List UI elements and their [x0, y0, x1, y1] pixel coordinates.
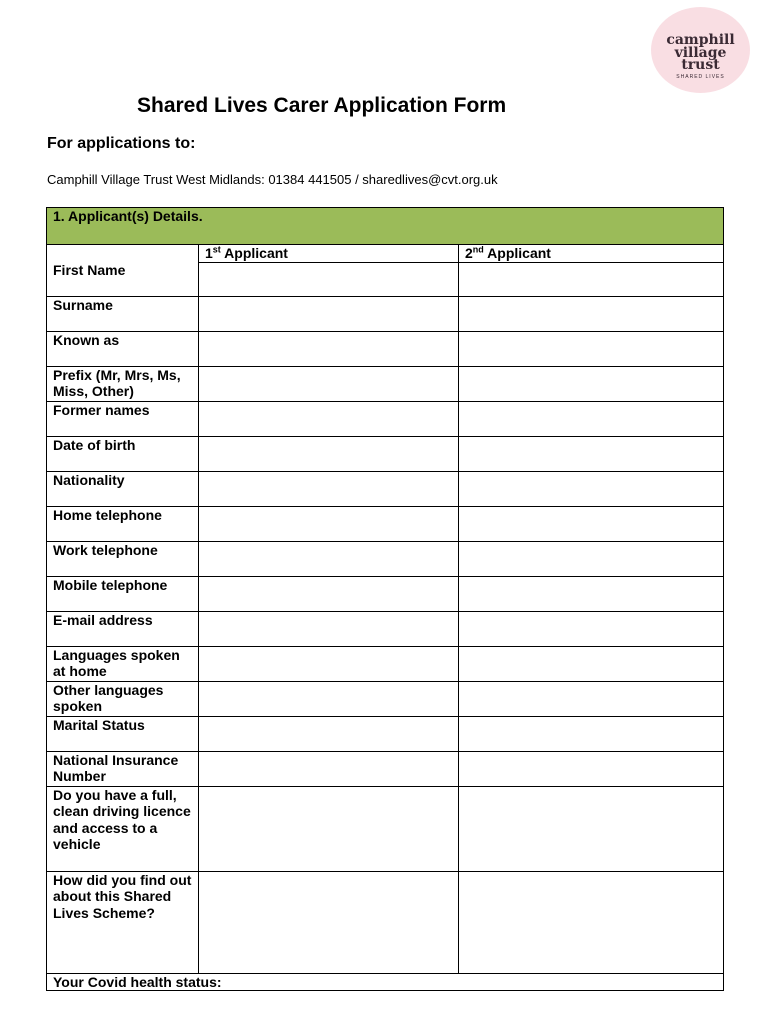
applicant2-input[interactable] — [459, 786, 724, 871]
form-row — [47, 471, 724, 506]
applicant1-input[interactable] — [199, 871, 459, 973]
applicant2-input[interactable] — [459, 366, 724, 401]
applicant2-label: Applicant — [483, 245, 551, 261]
logo-text-line3: trust — [681, 57, 720, 73]
form-row — [47, 871, 724, 973]
applicant1-first-name-input[interactable] — [199, 262, 459, 296]
applicant1-label: Applicant — [220, 245, 288, 261]
applicant1-input[interactable] — [199, 646, 459, 681]
applicant2-input[interactable] — [459, 751, 724, 786]
applicant1-input[interactable] — [199, 751, 459, 786]
applicant2-input[interactable] — [459, 296, 724, 331]
applicant1-input[interactable] — [199, 506, 459, 541]
applicant1-input[interactable] — [199, 576, 459, 611]
field-label: Date of birth — [47, 436, 199, 471]
applicant2-input[interactable] — [459, 331, 724, 366]
form-row — [47, 366, 724, 401]
logo-subtext: SHARED LIVES — [676, 74, 725, 80]
form-row — [47, 296, 724, 331]
applicant1-input[interactable] — [199, 366, 459, 401]
field-label: Other languages spoken — [47, 681, 199, 716]
form-row — [47, 751, 724, 786]
form-row — [47, 541, 724, 576]
form-row — [47, 646, 724, 681]
applicant1-number: 1 — [205, 245, 213, 261]
form-row — [47, 716, 724, 751]
field-label: How did you find out about this Shared Lives Scheme? — [47, 871, 199, 973]
field-label: Do you have a full, clean driving licence and access to a vehicle — [47, 786, 199, 871]
form-row — [47, 331, 724, 366]
form-row — [47, 681, 724, 716]
applicant1-input[interactable] — [199, 681, 459, 716]
field-label: Mobile telephone — [47, 576, 199, 611]
field-label: Known as — [47, 331, 199, 366]
applicant-details-table — [46, 207, 724, 991]
logo-text-line2: village — [674, 45, 727, 61]
field-label: Surname — [47, 296, 199, 331]
applicant1-input[interactable] — [199, 296, 459, 331]
field-label: Prefix (Mr, Mrs, Ms, Miss, Other) — [47, 366, 199, 401]
applicant2-header — [459, 245, 724, 263]
applicant1-input[interactable] — [199, 436, 459, 471]
applicant1-input[interactable] — [199, 786, 459, 871]
applicant2-input[interactable] — [459, 611, 724, 646]
section-heading: 1. Applicant(s) Details. — [47, 208, 724, 245]
applicant1-input[interactable] — [199, 471, 459, 506]
covid-status-label: Your Covid health status: — [47, 973, 724, 990]
field-label: Marital Status — [47, 716, 199, 751]
form-row — [47, 401, 724, 436]
form-row — [47, 436, 724, 471]
applicant2-first-name-input[interactable] — [459, 262, 724, 296]
form-row — [47, 576, 724, 611]
field-label: Work telephone — [47, 541, 199, 576]
applicant1-input[interactable] — [199, 716, 459, 751]
covid-status-row — [47, 973, 724, 990]
form-row — [47, 506, 724, 541]
section-header-row — [47, 208, 724, 245]
field-label: Home telephone — [47, 506, 199, 541]
applicant2-input[interactable] — [459, 471, 724, 506]
form-subtitle: For applications to: — [47, 135, 196, 152]
applicant2-input[interactable] — [459, 681, 724, 716]
contact-line: Camphill Village Trust West Midlands: 01384 441505 / sharedlives@cvt.org.uk — [47, 172, 498, 187]
applicant1-input[interactable] — [199, 541, 459, 576]
form-title: Shared Lives Carer Application Form — [137, 94, 507, 117]
applicant1-input[interactable] — [199, 611, 459, 646]
applicant2-input[interactable] — [459, 871, 724, 973]
column-header-row — [47, 245, 724, 263]
applicant1-input[interactable] — [199, 401, 459, 436]
applicant2-number: 2 — [465, 245, 473, 261]
applicant2-input[interactable] — [459, 436, 724, 471]
applicant2-input[interactable] — [459, 401, 724, 436]
field-label: Former names — [47, 401, 199, 436]
applicant1-input[interactable] — [199, 331, 459, 366]
applicant2-input[interactable] — [459, 716, 724, 751]
field-label: E-mail address — [47, 611, 199, 646]
camphill-logo — [651, 7, 750, 93]
field-label: Languages spoken at home — [47, 646, 199, 681]
applicant2-ordinal: nd — [472, 244, 484, 255]
applicant2-input[interactable] — [459, 541, 724, 576]
applicant1-ordinal: st — [212, 244, 221, 255]
applicant2-input[interactable] — [459, 506, 724, 541]
form-row — [47, 786, 724, 871]
form-row — [47, 611, 724, 646]
field-label: National Insurance Number — [47, 751, 199, 786]
field-label: Nationality — [47, 471, 199, 506]
applicant2-input[interactable] — [459, 576, 724, 611]
applicant2-input[interactable] — [459, 646, 724, 681]
field-label-first-name: First Name — [47, 245, 199, 297]
applicant1-header — [199, 245, 459, 263]
logo-text-line1: camphill — [666, 32, 735, 48]
